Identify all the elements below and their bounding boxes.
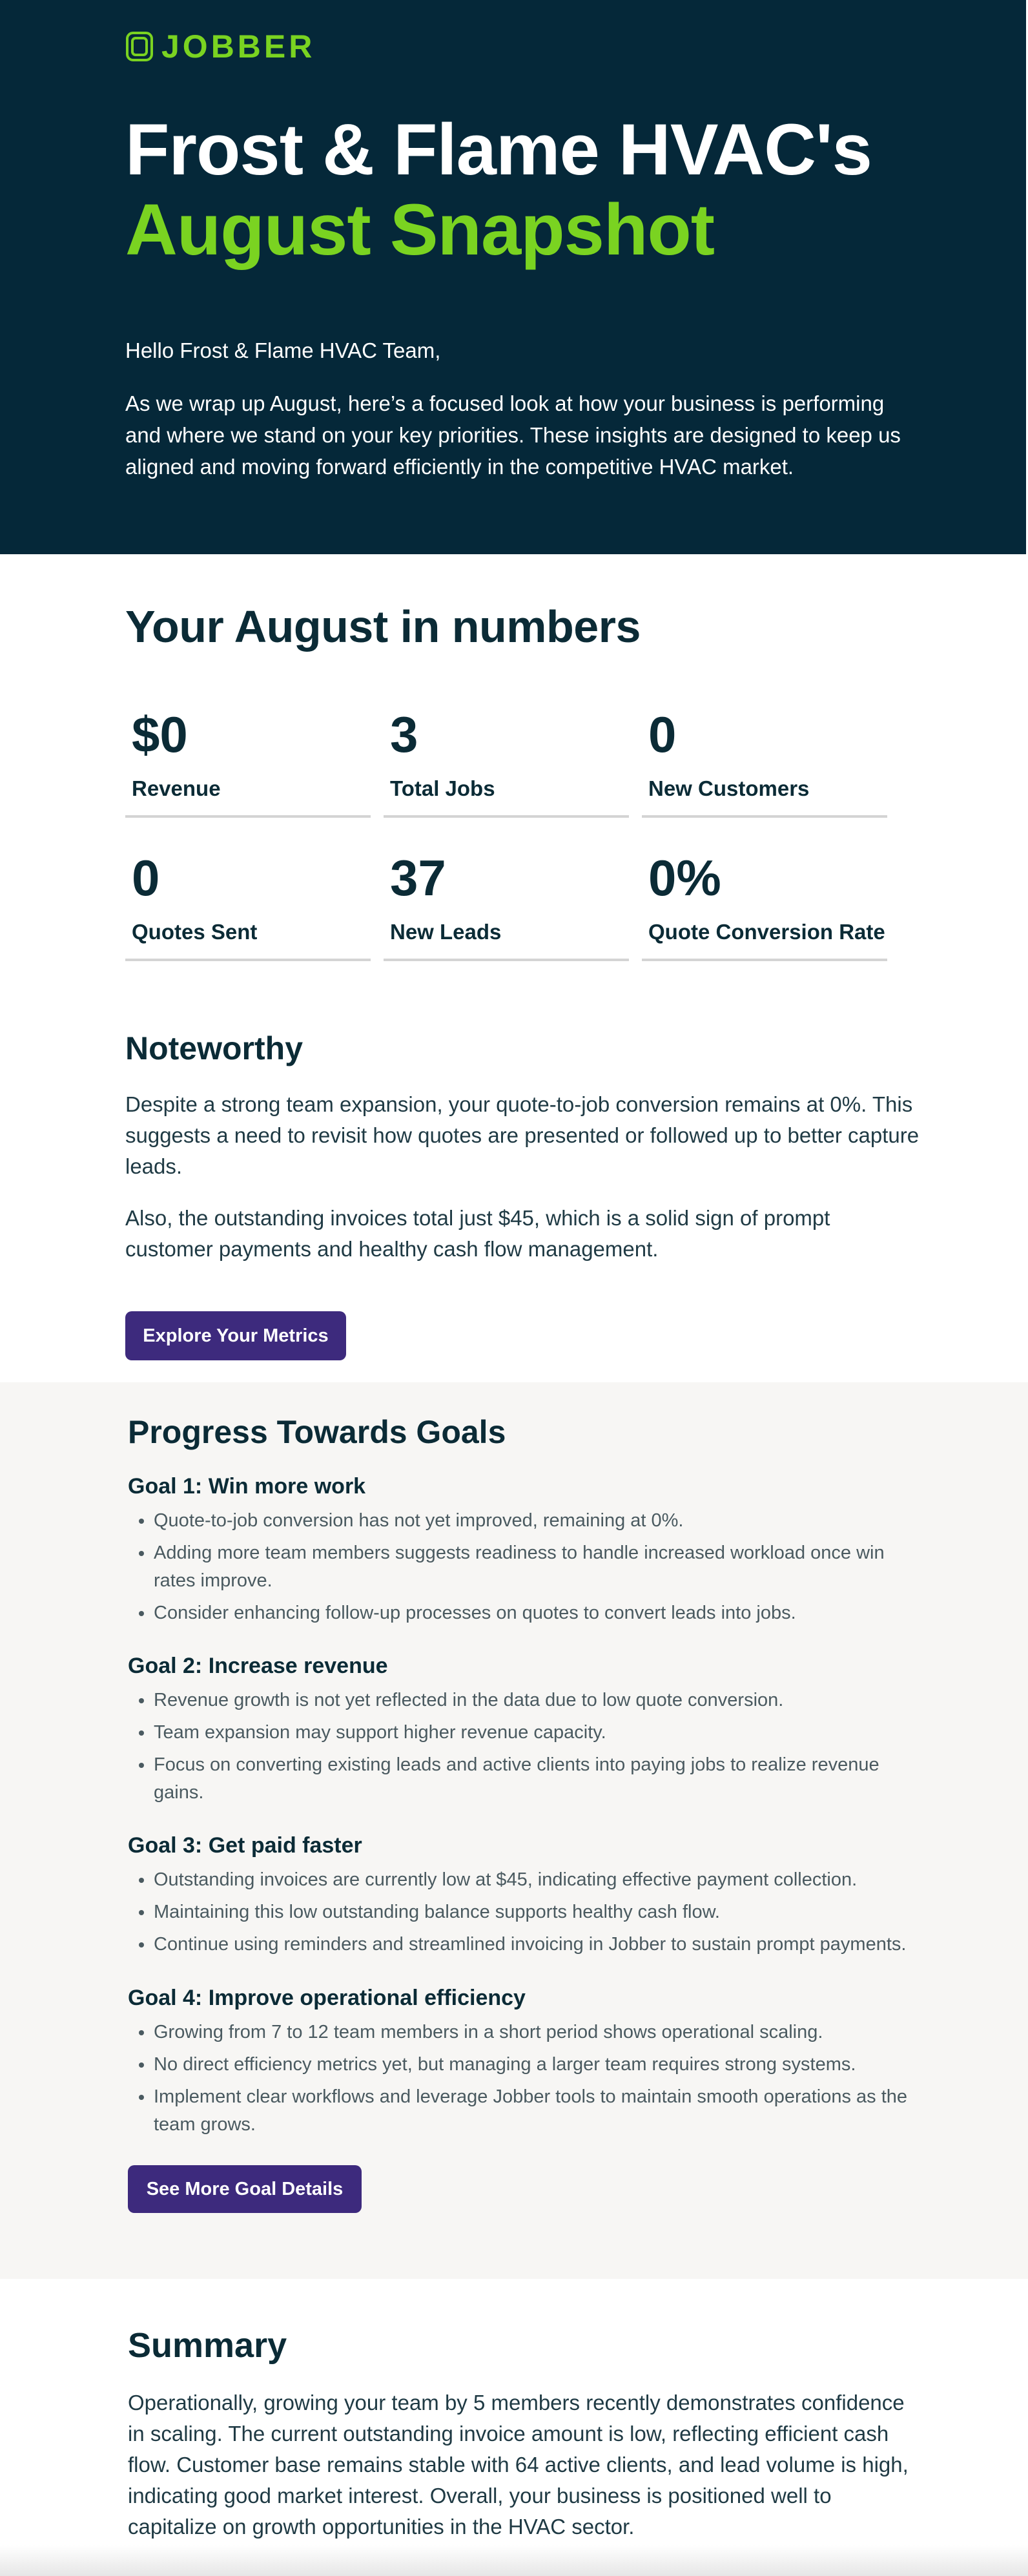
goal-point: • Outstanding invoices are currently low at $45, indicating effective payment collection.: [154, 1866, 916, 1894]
goal-point: • Implement clear workflows and leverage Jobber tools to maintain smooth operations as the team grows.: [154, 2083, 916, 2139]
goal-points: [128, 1687, 916, 1807]
jobber-logo[interactable]: [125, 28, 315, 65]
goal-2: [128, 1654, 916, 1811]
metric-total-jobs: [384, 705, 629, 818]
goal-title: Goal 1: Win more work: [128, 1474, 366, 1499]
metric-quotes-sent: [125, 849, 371, 961]
goal-point: • Team expansion may support higher revenue capacity.: [154, 1719, 916, 1747]
goal-3: [128, 1833, 916, 1963]
goal-points: [128, 2019, 916, 2139]
title-line-1: Frost & Flame HVAC's: [125, 109, 872, 190]
see-goal-details-button[interactable]: See More Goal Details: [128, 2165, 362, 2213]
metric-value: 0: [132, 849, 160, 906]
noteworthy-paragraph-2: Also, the outstanding invoices total just $45, which is a solid sign of prompt customer payments and healthy cash flow management.: [125, 1206, 830, 1261]
goal-point: • Growing from 7 to 12 team members in a short period shows operational scaling.: [154, 2019, 916, 2046]
metric-new-leads: [384, 849, 629, 961]
explore-metrics-button[interactable]: Explore Your Metrics: [125, 1311, 346, 1360]
goal-point: • Quote-to-job conversion has not yet improved, remaining at 0%.: [154, 1507, 916, 1535]
metric-value: $0: [132, 706, 188, 763]
noteworthy-heading: Noteworthy: [125, 1030, 303, 1066]
metric-label: Total Jobs: [390, 776, 495, 800]
goal-point: • Consider enhancing follow-up processes on quotes to convert leads into jobs.: [154, 1599, 916, 1627]
logo-text: JOBBER: [161, 28, 316, 65]
goal-point: • No direct efficiency metrics yet, but managing a larger team requires strong systems.: [154, 2051, 916, 2079]
bottom-fade: [0, 2545, 1028, 2576]
metric-new-customers: [642, 705, 887, 818]
goal-1: [128, 1474, 916, 1632]
metric-label: New Customers: [648, 776, 810, 800]
metric-quote-conversion-rate: [642, 849, 887, 961]
goals-heading: Progress Towards Goals: [128, 1414, 506, 1450]
goal-title: Goal 3: Get paid faster: [128, 1833, 362, 1858]
goal-point: • Revenue growth is not yet reflected in the data due to low quote conversion.: [154, 1687, 916, 1714]
goal-point: • Focus on converting existing leads and active clients into paying jobs to realize revenue gains.: [154, 1751, 916, 1807]
hero-header: [0, 0, 1026, 554]
noteworthy-paragraph-1: Despite a strong team expansion, your quote-to-job conversion remains at 0%. This suggests a need to revisit how quotes are presented or followed up to better capture leads.: [125, 1092, 920, 1178]
metric-label: Revenue: [132, 776, 221, 800]
goal-points: [128, 1866, 916, 1958]
goal-4: [128, 1986, 916, 2143]
metric-value: 3: [390, 706, 418, 763]
summary-paragraph: Operationally, growing your team by 5 members recently demonstrates confidence in scaling. The current outstanding invoice amount is low, reflecting efficient cash flow. Customer base remains stable with 64 active clients, and lead volume is high, indicating good market interest. Overall, your business is positioned well to capitalize on growth opportunities in the HVAC sector.: [128, 2391, 909, 2539]
page-title: [125, 110, 872, 270]
metric-label: New Leads: [390, 920, 502, 944]
goal-points: [128, 1507, 916, 1627]
greeting: Hello Frost & Flame HVAC Team,: [125, 338, 441, 362]
goal-title: Goal 4: Improve operational efficiency: [128, 1986, 526, 2010]
goal-point: • Continue using reminders and streamlined invoicing in Jobber to sustain prompt payments.: [154, 1931, 916, 1958]
metric-value: 0%: [648, 849, 721, 906]
numbers-heading: Your August in numbers: [125, 601, 641, 652]
goal-title: Goal 2: Increase revenue: [128, 1654, 388, 1678]
title-line-2: August Snapshot: [125, 189, 715, 270]
jobber-logo-icon: [125, 31, 154, 62]
intro-paragraph: As we wrap up August, here’s a focused look at how your business is performing and where we stand on your key priorities. These insights are designed to keep us aligned and moving forward efficiently in the competitive HVAC market.: [125, 391, 901, 479]
metric-value: 0: [648, 706, 677, 763]
goal-point: • Adding more team members suggests readiness to handle increased workload once win rates improve.: [154, 1539, 916, 1595]
metric-label: Quotes Sent: [132, 920, 258, 944]
metric-revenue: [125, 705, 371, 818]
metric-value: 37: [390, 849, 446, 906]
metric-label: Quote Conversion Rate: [648, 920, 885, 944]
goal-point: • Maintaining this low outstanding balance supports healthy cash flow.: [154, 1898, 916, 1926]
summary-heading: Summary: [128, 2326, 287, 2365]
